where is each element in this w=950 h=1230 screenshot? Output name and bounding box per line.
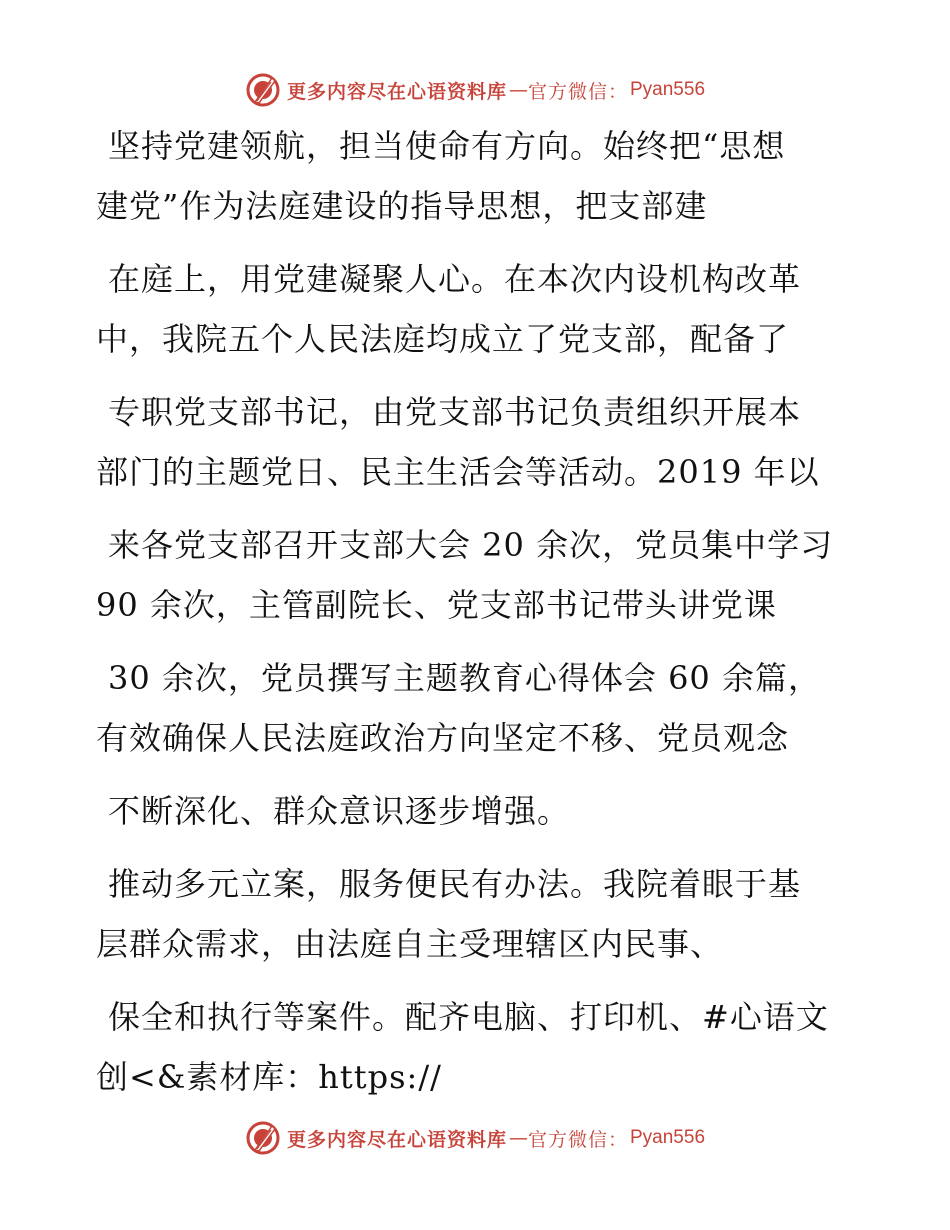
text-line: 建党”作为法庭建设的指导思想，把支部建 — [96, 187, 708, 225]
text-line: 在庭上，用党建凝聚人心。在本次内设机构改革 — [108, 260, 802, 298]
text-line: 90 余次，主管副院长、党支部书记带头讲党课 — [96, 586, 777, 624]
text-line: 推动多元立案，服务便民有办法。我院着眼于基 — [108, 865, 802, 903]
watermark-dash: — — [508, 79, 526, 101]
watermark-dash: — — [508, 1127, 526, 1149]
footer-watermark — [0, 1118, 950, 1158]
text-line: 保全和执行等案件。配齐电脑、打印机、#心语文 — [108, 998, 829, 1036]
watermark-wechat-id: Pyan556 — [630, 1127, 706, 1148]
text-line: 创<&素材库：https:// — [96, 1058, 442, 1096]
text-line: 部门的主题党日、民主生活会等活动。2019 年以 — [96, 453, 820, 491]
watermark-wechat-id: Pyan556 — [630, 79, 706, 100]
header-watermark — [0, 70, 950, 110]
text-line: 有效确保人民法庭政治方向坚定不移、党员观念 — [96, 719, 790, 757]
text-line: 专职党支部书记，由党支部书记负责组织开展本 — [108, 393, 802, 431]
text-line: 不断深化、群众意识逐步增强。 — [108, 792, 571, 830]
text-line: 来各党支部召开支部大会 20 余次，党员集中学习 — [108, 526, 834, 564]
watermark-main-text: 更多内容尽在心语资料库 — [286, 1128, 507, 1151]
watermark-wechat-label: 官方微信： — [527, 80, 628, 103]
text-line: 中，我院五个人民法庭均成立了党支部，配备了 — [96, 320, 790, 358]
quill-logo-icon — [245, 1120, 281, 1156]
text-line: 坚持党建领航，担当使命有方向。始终把“思想 — [108, 127, 786, 165]
watermark-wechat-label: 官方微信： — [527, 1128, 628, 1151]
text-line: 层群众需求，由法庭自主受理辖区内民事、 — [96, 925, 724, 963]
text-line: 30 余次，党员撰写主题教育心得体会 60 余篇， — [108, 659, 821, 697]
watermark-main-text: 更多内容尽在心语资料库 — [286, 80, 507, 103]
quill-logo-icon — [245, 72, 281, 108]
